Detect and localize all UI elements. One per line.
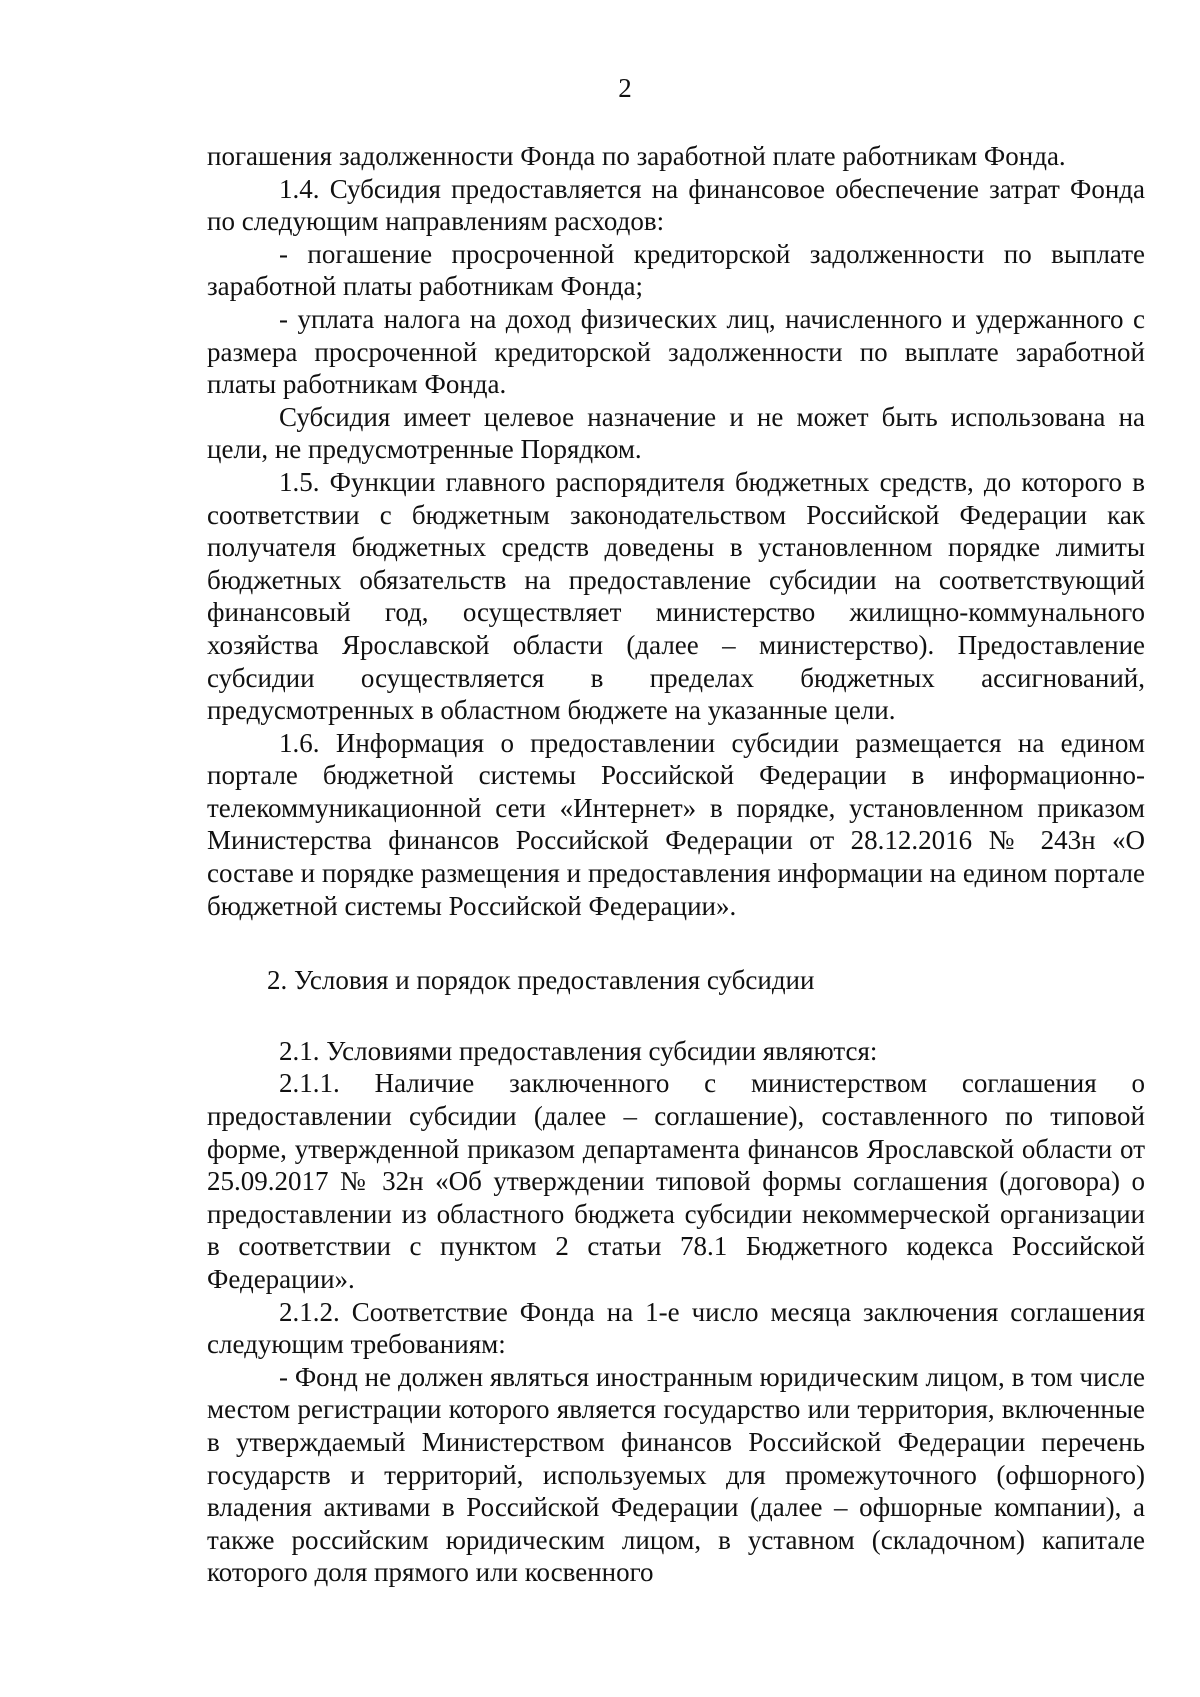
paragraph: 2.1.1. Наличие заключенного с министерством соглашения о предоставлении субсидии (далее – соглашение), составленного по типовой форме, утвержденной приказом департамента финансов Ярославской области от 25.09.2017 № 32н «Об утверждении типовой формы соглашения (договора) о предоставлении из областного бюджета субсидии некоммерческой организации в соответствии с пунктом 2 статьи 78.1 Бюджетного кодекса Российской Федерации». (207, 1068, 1145, 1294)
paragraph: 1.4. Субсидия предоставляется на финансовое обеспечение затрат Фонда по следующим направлениям расходов: (207, 173, 1145, 237)
paragraph: 1.6. Информация о предоставлении субсидии размещается на едином портале бюджетной системы Российской Федерации в информационно-телекоммуникационной сети «Интернет» в порядке, установленном приказом Министерства финансов Российской Федерации от 28.12.2016 № 243н «О составе и порядке размещения и предоставления информации на едином портале бюджетной системы Российской Федерации». (207, 727, 1145, 921)
page-number: 2 (618, 73, 632, 103)
section-heading: 2. Условия и порядок предоставления субсидии (267, 965, 815, 996)
paragraph: - уплата налога на доход физических лиц, начисленного и удержанного с размера просроченной кредиторской задолженности по выплате заработной платы работникам Фонда. (207, 303, 1145, 400)
paragraph: 2.1.2. Соответствие Фонда на 1-е число месяца заключения соглашения следующим требованиям: (207, 1296, 1145, 1360)
paragraph: - Фонд не должен являться иностранным юридическим лицом, в том числе местом регистрации которого является государство или территория, включенные в утверждаемый Министерством финансов Российской Федерации перечень государств и территорий, используемых для промежуточного (офшорного) владения активами в Российской Федерации (далее – офшорные компании), а также российским юридическим лицом, в уставном (складочном) капитале которого доля прямого или косвенного (207, 1361, 1145, 1588)
paragraph: - погашение просроченной кредиторской задолженности по выплате заработной платы работникам Фонда; (207, 238, 1145, 302)
paragraph: погашения задолженности Фонда по заработной плате работникам Фонда. (207, 141, 1066, 171)
paragraph: 1.5. Функции главного распорядителя бюджетных средств, до которого в соответствии с бюджетным законодательством Российской Федерации как получателя бюджетных средств доведены в установленном порядке лимиты бюджетных обязательств на предоставление субсидии на соответствующий финансовый год, осуществляет министерство жилищно-коммунального хозяйства Ярославской области (далее – министерство). Предоставление субсидии осуществляется в пределах бюджетных ассигнований, предусмотренных в областном бюджете на указанные цели. (207, 466, 1145, 726)
document-body (207, 140, 1145, 1589)
section-1-text (207, 140, 1145, 922)
paragraph: 2.1. Условиями предоставления субсидии являются: (279, 1035, 878, 1066)
paragraph: Субсидия имеет целевое назначение и не может быть использована на цели, не предусмотренные Порядком. (207, 401, 1145, 465)
section-2-text (207, 1035, 1145, 1589)
